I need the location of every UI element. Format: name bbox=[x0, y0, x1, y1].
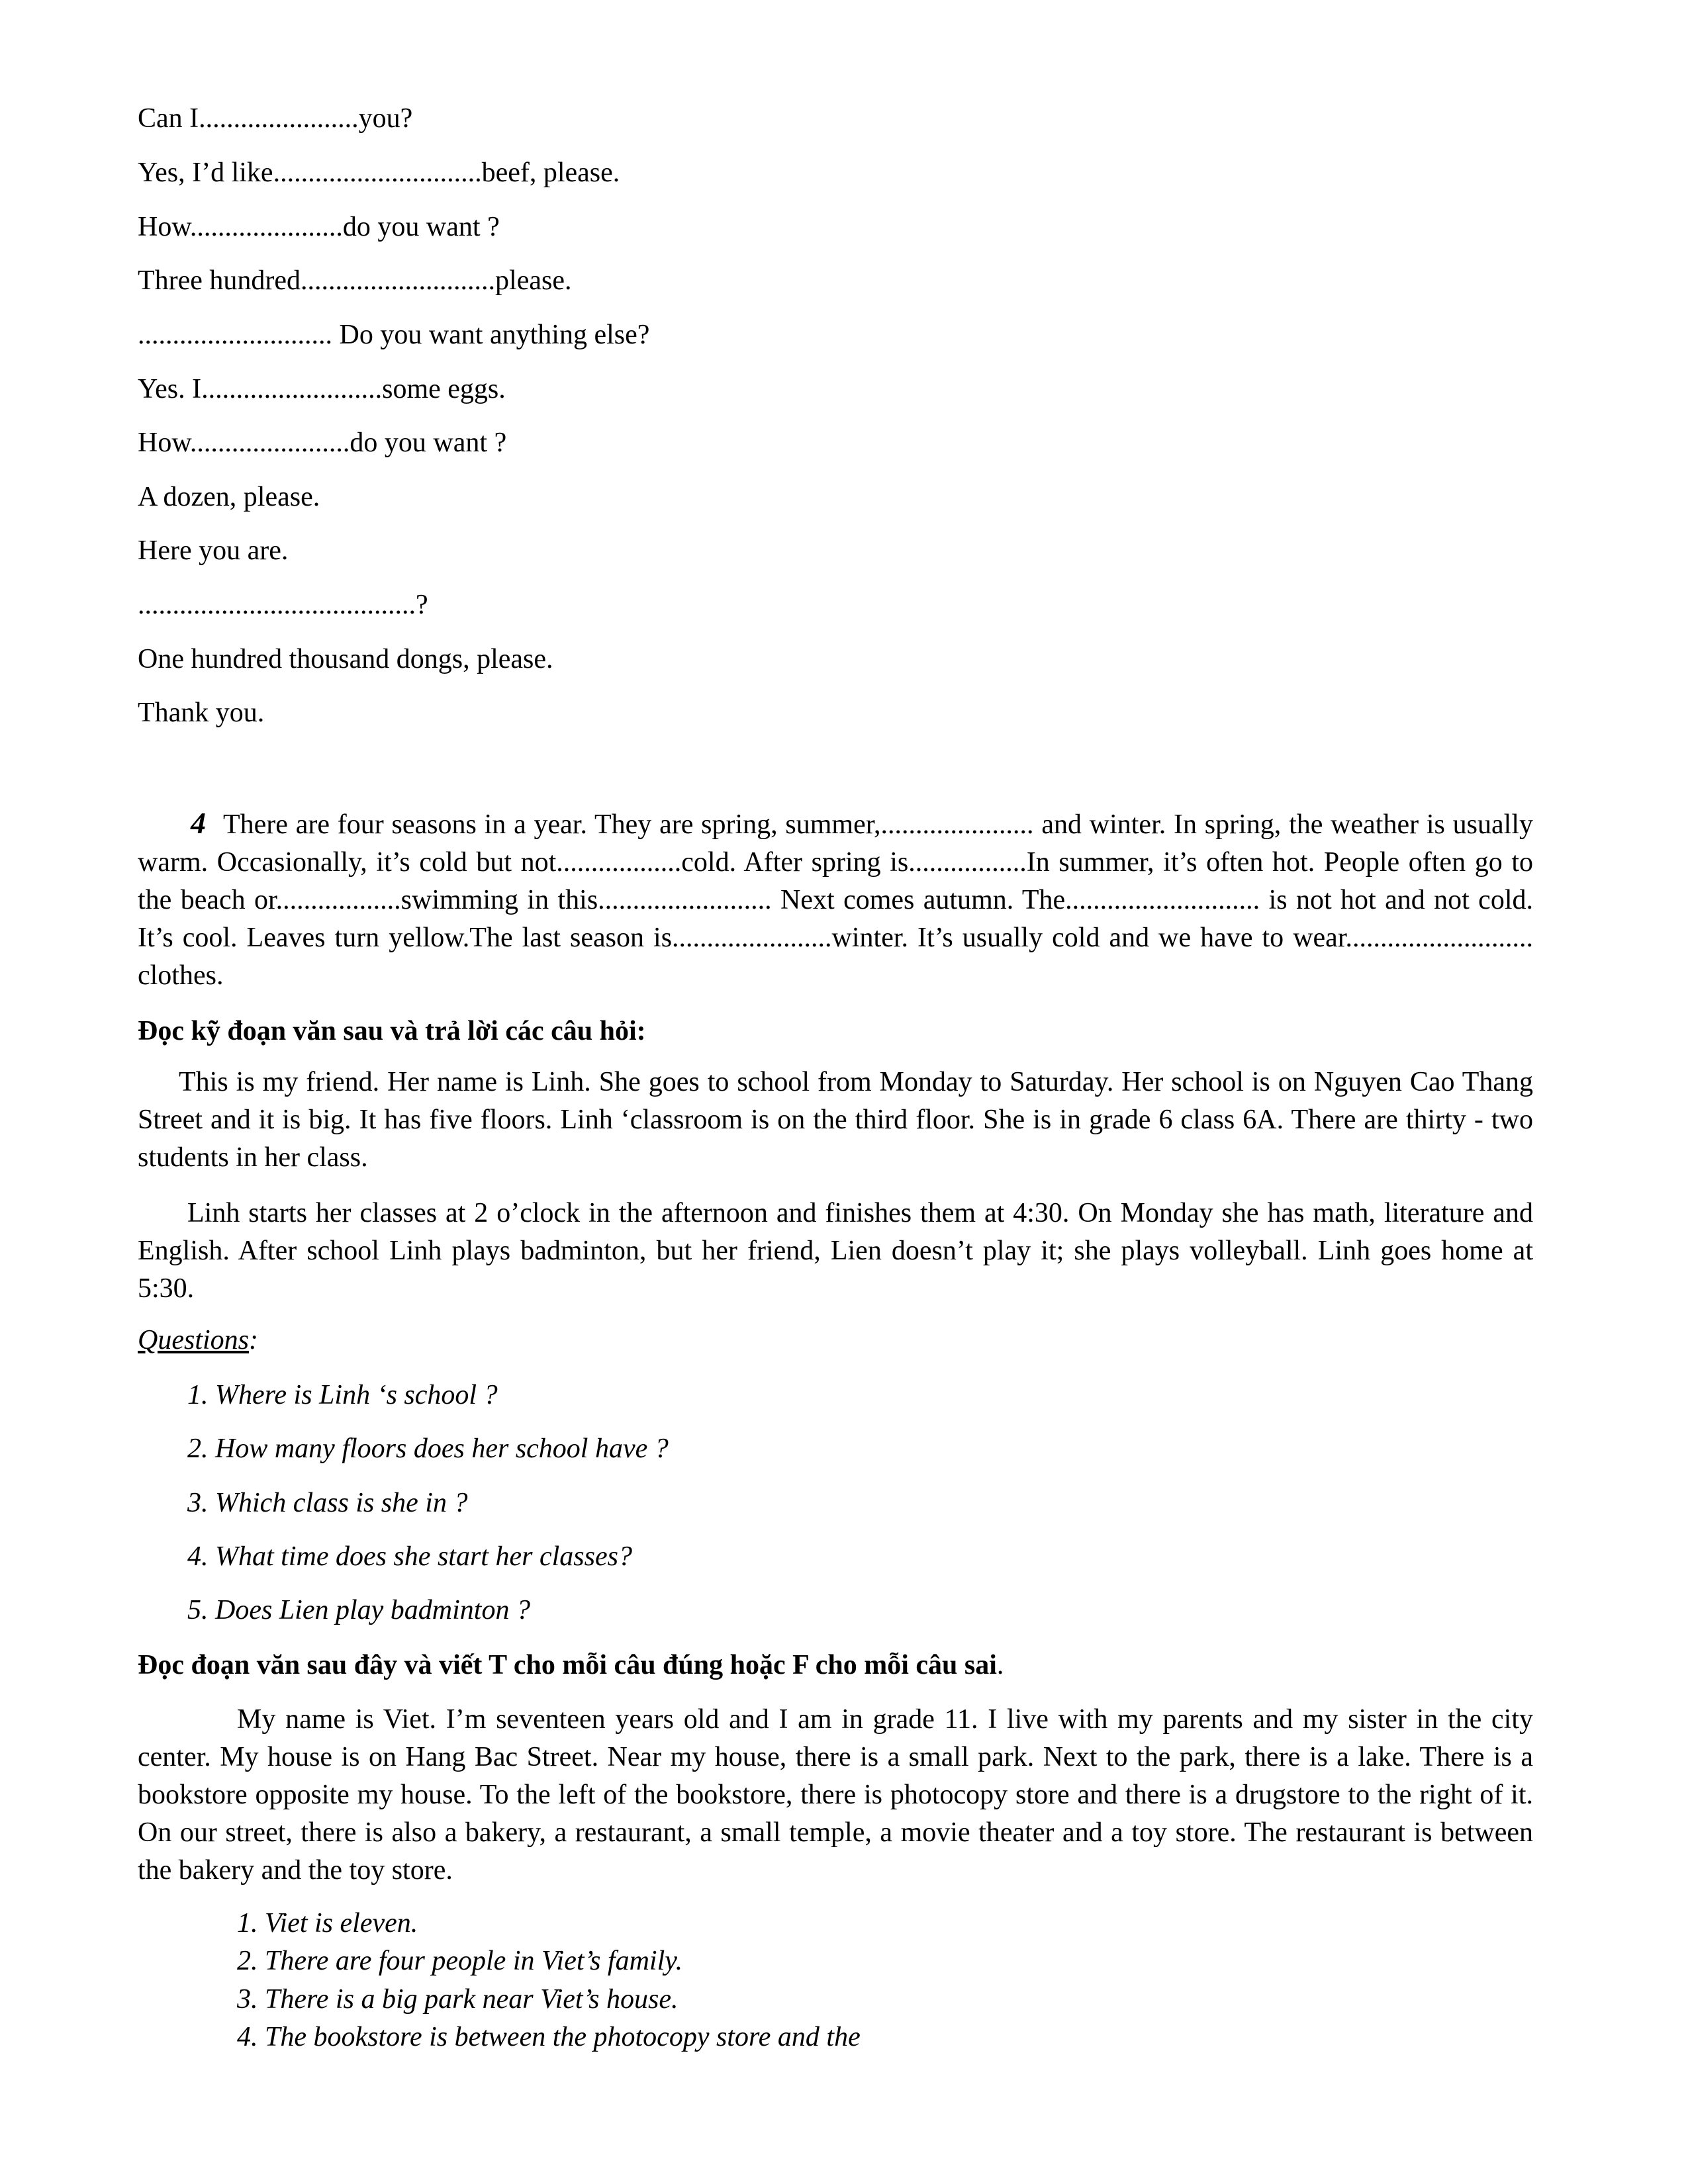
seasons-paragraph bbox=[138, 804, 1533, 995]
reading2-paragraph: My name is Viet. I’m seventeen years old and I am in grade 11. I live with my parents and my sister in the city center. My house is on Hang Bac Street. Near my house, there is a small park. Next to the park, there is a lake. There is a bookstore opposite my house. To the left of the bookstore, there is photocopy store and there is a drugstore to the right of it. On our street, there is also a bakery, a restaurant, a small temple, a movie theater and a toy store. The restaurant is between the bakery and the toy store. bbox=[138, 1704, 1533, 1886]
dialogue-line: One hundred thousand dongs, please. bbox=[138, 644, 553, 674]
reading2-heading-text: Đọc đoạn văn sau đây và viết T cho mỗi câu đúng hoặc F cho mỗi câu sai bbox=[138, 1650, 997, 1680]
dialogue-line: Here you are. bbox=[138, 535, 289, 566]
question-item: 5. Does Lien play badminton ? bbox=[187, 1595, 530, 1625]
questions-label-text: Questions bbox=[138, 1325, 249, 1355]
reading1-paragraph: Linh starts her classes at 2 o’clock in the afternoon and finishes them at 4:30. On Monday she has math, literature and English. After school Linh plays badminton, but her friend, Lien doesn’t play it; she plays volleyball. Linh goes home at 5:30. bbox=[138, 1198, 1533, 1304]
dialogue-line: Can I.......................you? bbox=[138, 103, 413, 134]
statement-item: 2. There are four people in Viet’s family. bbox=[237, 1946, 683, 1976]
question-item: 4. What time does she start her classes? bbox=[187, 1541, 632, 1572]
seasons-text: There are four seasons in a year. They are spring, summer,...................... and winter. In spring, the weather is usually warm. Occasionally, it’s cold but not..................cold. After spring is.................In summer, it’s often hot. People often go to the beach or..................swimming in this......................... Next comes autumn. The............................ is not hot and not cold. It’s cool. Leaves turn yellow.The last season is.......................winter. It’s usually cold and we have to wear........................... clothes. bbox=[138, 809, 1533, 991]
statement-item: 4. The bookstore is between the photocopy store and the bbox=[237, 2022, 861, 2052]
question-item: 1. Where is Linh ‘s school ? bbox=[187, 1380, 498, 1410]
dialogue-line: Three hundred............................please. bbox=[138, 265, 572, 296]
dialogue-line: A dozen, please. bbox=[138, 482, 320, 512]
dialogue-line: Yes, I’d like..............................beef, please. bbox=[138, 158, 620, 188]
reading2-heading: Đọc đoạn văn sau đây và viết T cho mỗi câu đúng hoặc F cho mỗi câu sai. bbox=[138, 1650, 1004, 1680]
dialogue-line: ........................................? bbox=[138, 590, 428, 620]
question-item: 3. Which class is she in ? bbox=[187, 1488, 468, 1518]
exercise-number: 4 bbox=[191, 806, 206, 840]
questions-label: Questions: bbox=[138, 1325, 258, 1355]
dialogue-line: How.......................do you want ? bbox=[138, 428, 507, 458]
dialogue-line: ............................ Do you want anything else? bbox=[138, 320, 650, 350]
question-item: 2. How many floors does her school have ? bbox=[187, 1433, 669, 1464]
reading1-heading: Đọc kỹ đoạn văn sau và trả lời các câu hỏi: bbox=[138, 1016, 646, 1046]
statement-item: 3. There is a big park near Viet’s house. bbox=[237, 1984, 679, 2015]
dialogue-line: Yes. I..........................some eggs. bbox=[138, 374, 506, 404]
statement-item: 1. Viet is eleven. bbox=[237, 1908, 418, 1938]
reading1-paragraph: This is my friend. Her name is Linh. She goes to school from Monday to Saturday. Her school is on Nguyen Cao Thang Street and it is big. It has five floors. Linh ‘classroom is on the third floor. She is in grade 6 class 6A. There are thirty - two students in her class. bbox=[138, 1067, 1533, 1173]
dialogue-line: How......................do you want ? bbox=[138, 212, 500, 242]
dialogue-line: Thank you. bbox=[138, 698, 265, 728]
